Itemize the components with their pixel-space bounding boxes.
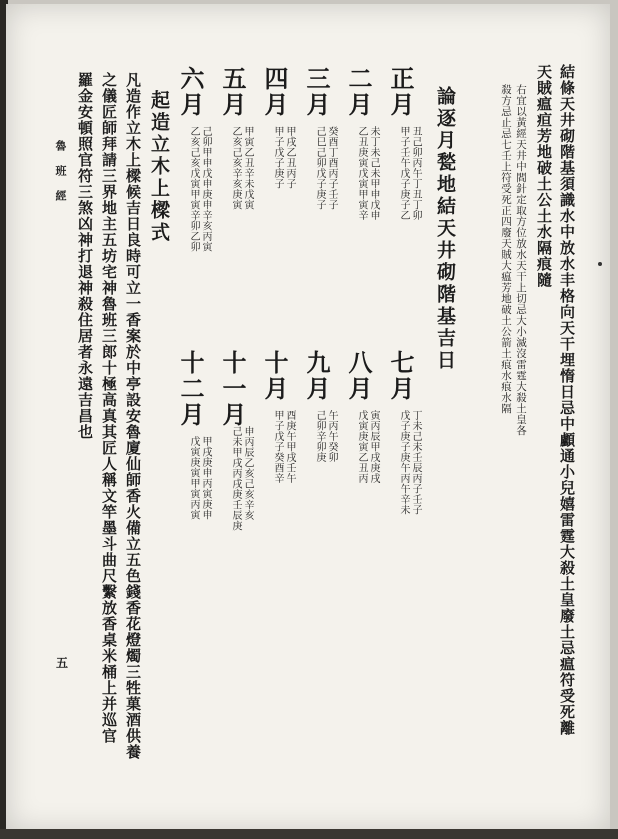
month-label: 五月	[218, 66, 247, 118]
month-days: 甲戌庚申丙寅庚申	[200, 436, 211, 520]
scan-speck	[598, 262, 602, 266]
month-label: 七月	[386, 350, 415, 402]
month-days: 甲子壬午戊子庚子乙	[398, 126, 409, 221]
page-number: 五	[56, 656, 69, 670]
body-line-2: 之儀匠師拜請三界地主五坊宅神魯班三郎十極高真其匠人稱文竿墨斗曲尺繫放香桌米桶上并巡官	[100, 72, 118, 744]
month-days: 甲寅乙丑辛未戊寅	[242, 126, 253, 210]
month-days: 戊寅庚寅乙丑丙	[356, 410, 367, 484]
month-days: 甲戌乙丑丙子	[284, 126, 295, 189]
month-label: 正月	[386, 66, 415, 118]
header-note-1: 右宜以黃經天井中閻針定取方位放水天干上切忌大小滅沒雷霆大殺土皇各	[515, 84, 527, 436]
scan-bottom-edge	[0, 829, 618, 839]
month-label: 十二月	[176, 350, 205, 428]
month-days: 午丙午癸卯	[326, 410, 337, 463]
header-note-2: 殺方忌止忌七壬上符受死正四廢天賊大瘟芳地破土公箭土痕水痕水隔	[500, 84, 512, 414]
running-head: 魯班經	[54, 140, 67, 215]
month-days: 未丁未己未甲申戊申	[368, 126, 379, 221]
month-days: 申丙辰乙亥己亥辛亥	[242, 426, 253, 521]
month-label: 六月	[176, 66, 205, 118]
month-days: 乙亥己亥戊寅甲寅辛卯乙卯	[188, 126, 199, 252]
body-line-1: 凡造作立木上樑候吉日良時可立一香案於中亭設安魯廈仙師香火備立五色錢香花燈燭三牲菓酒供養	[124, 72, 142, 760]
section-title: 論逐月甃地結天井砌階基吉日	[434, 86, 456, 372]
month-days: 戊子庚子庚午丙午辛未	[398, 410, 409, 515]
month-days: 丁未己未壬辰丙子壬子	[410, 410, 421, 515]
month-days: 癸酉丁酉丙子壬子	[326, 126, 337, 210]
month-days: 丑己卯丙午丁丑丁卯	[410, 126, 421, 221]
month-days: 己卯辛卯庚	[314, 410, 325, 463]
month-days: 己巳己卯戊子庚子	[314, 126, 325, 210]
month-days: 甲子戊子庚子	[272, 126, 283, 189]
month-days: 戊寅庚寅甲寅丙寅	[188, 436, 199, 520]
month-label: 八月	[344, 350, 373, 402]
month-label: 三月	[302, 66, 331, 118]
month-label: 九月	[302, 350, 331, 402]
month-days: 己未甲戌丙戌庚壬辰庚	[230, 426, 241, 531]
month-days: 寅丙辰甲戌庚戌	[368, 410, 379, 484]
body-line-3: 羅金安頓照官符三煞凶神打退神殺住居者永遠吉昌也	[76, 72, 94, 440]
month-label: 四月	[260, 66, 289, 118]
month-days: 甲子戊子癸酉辛	[272, 410, 283, 484]
month-days: 乙亥己亥辛亥庚寅	[230, 126, 241, 210]
month-label: 十月	[260, 350, 289, 402]
subsection-title: 起造立木上樑式	[148, 90, 170, 244]
month-label: 十一月	[218, 350, 247, 428]
month-days: 乙丑庚寅戊寅甲寅辛	[356, 126, 367, 221]
month-label: 二月	[344, 66, 373, 118]
header-line-1: 結條天井砌階基須識水中放水丰格向天干埋惰日忌中顱通小兒嬉雷霆大殺土皇廢土忌瘟符受死離	[558, 64, 576, 736]
month-days: 酉庚午甲戌壬午	[284, 410, 295, 484]
month-days: 己卯甲申戊申庚申辛亥丙寅	[200, 126, 211, 252]
header-line-2: 天賊瘟疸芳地破土公土水隔痕隨	[535, 64, 553, 288]
